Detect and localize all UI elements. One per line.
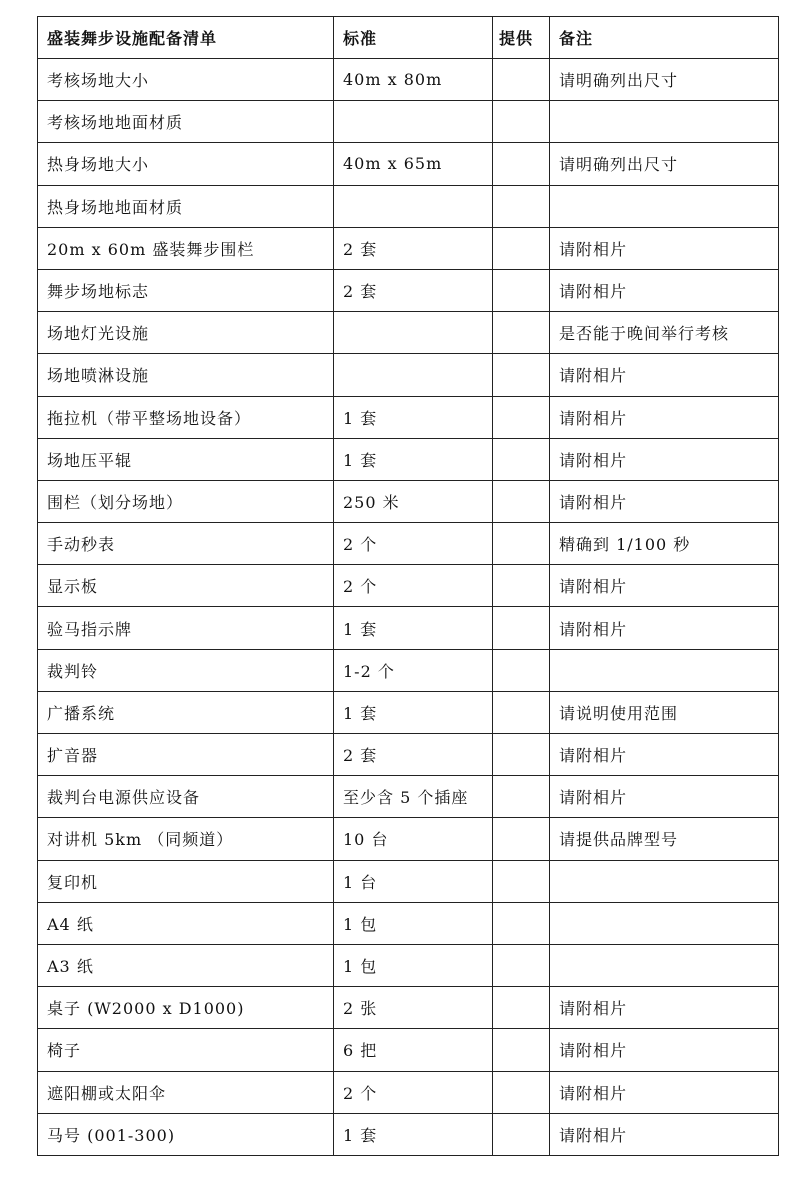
table-row xyxy=(38,480,779,522)
standard-cell: 250 米 xyxy=(334,480,493,522)
provided-cell xyxy=(493,143,550,185)
standard-cell xyxy=(334,354,493,396)
table-row xyxy=(38,312,779,354)
provided-cell xyxy=(493,1029,550,1071)
header-item: 盛装舞步设施配备清单 xyxy=(38,17,334,59)
item-cell: 裁判台电源供应设备 xyxy=(38,776,334,818)
standard-cell: 2 套 xyxy=(334,734,493,776)
standard-cell: 2 套 xyxy=(334,227,493,269)
remarks-cell: 请附相片 xyxy=(550,438,779,480)
item-cell: 热身场地大小 xyxy=(38,143,334,185)
provided-cell xyxy=(493,1071,550,1113)
item-cell: 考核场地地面材质 xyxy=(38,101,334,143)
item-cell: A3 纸 xyxy=(38,944,334,986)
table-row xyxy=(38,818,779,860)
standard-cell xyxy=(334,185,493,227)
remarks-cell: 请说明使用范围 xyxy=(550,691,779,733)
provided-cell xyxy=(493,649,550,691)
table-row xyxy=(38,691,779,733)
provided-cell xyxy=(493,227,550,269)
item-cell: 扩音器 xyxy=(38,734,334,776)
table-row xyxy=(38,607,779,649)
table-row xyxy=(38,269,779,311)
table-row xyxy=(38,354,779,396)
table-row xyxy=(38,227,779,269)
standard-cell: 2 个 xyxy=(334,523,493,565)
standard-cell: 1 套 xyxy=(334,607,493,649)
standard-cell: 6 把 xyxy=(334,1029,493,1071)
item-cell: 手动秒表 xyxy=(38,523,334,565)
remarks-cell: 请附相片 xyxy=(550,776,779,818)
standard-cell: 1 包 xyxy=(334,944,493,986)
remarks-cell: 请附相片 xyxy=(550,607,779,649)
table-row xyxy=(38,565,779,607)
table-row xyxy=(38,649,779,691)
item-cell: 裁判铃 xyxy=(38,649,334,691)
table-row xyxy=(38,1071,779,1113)
remarks-cell: 请附相片 xyxy=(550,227,779,269)
item-cell: 20m x 60m 盛装舞步围栏 xyxy=(38,227,334,269)
provided-cell xyxy=(493,776,550,818)
table-row xyxy=(38,944,779,986)
standard-cell: 2 张 xyxy=(334,987,493,1029)
remarks-cell: 请明确列出尺寸 xyxy=(550,143,779,185)
item-cell: 广播系统 xyxy=(38,691,334,733)
remarks-cell: 请提供品牌型号 xyxy=(550,818,779,860)
standard-cell: 1 套 xyxy=(334,691,493,733)
item-cell: 围栏（划分场地） xyxy=(38,480,334,522)
table-row xyxy=(38,987,779,1029)
item-cell: 场地压平辊 xyxy=(38,438,334,480)
provided-cell xyxy=(493,59,550,101)
provided-cell xyxy=(493,691,550,733)
table-row xyxy=(38,902,779,944)
provided-cell xyxy=(493,565,550,607)
item-cell: 热身场地地面材质 xyxy=(38,185,334,227)
table-body xyxy=(38,59,779,1156)
item-cell: 椅子 xyxy=(38,1029,334,1071)
table-row xyxy=(38,1029,779,1071)
remarks-cell: 请附相片 xyxy=(550,480,779,522)
provided-cell xyxy=(493,1113,550,1155)
provided-cell xyxy=(493,480,550,522)
standard-cell: 1 套 xyxy=(334,438,493,480)
table-row xyxy=(38,523,779,565)
remarks-cell xyxy=(550,101,779,143)
equipment-checklist-table xyxy=(37,16,779,1156)
remarks-cell: 请附相片 xyxy=(550,565,779,607)
remarks-cell: 请明确列出尺寸 xyxy=(550,59,779,101)
table-row xyxy=(38,734,779,776)
provided-cell xyxy=(493,987,550,1029)
remarks-cell: 请附相片 xyxy=(550,396,779,438)
header-standard: 标准 xyxy=(334,17,493,59)
remarks-cell: 请附相片 xyxy=(550,354,779,396)
remarks-cell: 请附相片 xyxy=(550,269,779,311)
remarks-cell xyxy=(550,185,779,227)
provided-cell xyxy=(493,438,550,480)
provided-cell xyxy=(493,101,550,143)
item-cell: 显示板 xyxy=(38,565,334,607)
header-remarks: 备注 xyxy=(550,17,779,59)
remarks-cell xyxy=(550,944,779,986)
remarks-cell xyxy=(550,649,779,691)
provided-cell xyxy=(493,523,550,565)
standard-cell: 1 套 xyxy=(334,396,493,438)
table-row xyxy=(38,438,779,480)
standard-cell: 2 个 xyxy=(334,1071,493,1113)
provided-cell xyxy=(493,354,550,396)
standard-cell: 1-2 个 xyxy=(334,649,493,691)
provided-cell xyxy=(493,269,550,311)
standard-cell: 1 包 xyxy=(334,902,493,944)
table-row xyxy=(38,101,779,143)
standard-cell: 40m x 80m xyxy=(334,59,493,101)
table-header-row xyxy=(38,17,779,59)
provided-cell xyxy=(493,818,550,860)
table-row xyxy=(38,185,779,227)
standard-cell: 40m x 65m xyxy=(334,143,493,185)
standard-cell: 2 套 xyxy=(334,269,493,311)
header-provided: 提供 xyxy=(493,17,550,59)
item-cell: 遮阳棚或太阳伞 xyxy=(38,1071,334,1113)
table-row xyxy=(38,776,779,818)
standard-cell: 1 台 xyxy=(334,860,493,902)
item-cell: 桌子 (W2000 x D1000) xyxy=(38,987,334,1029)
remarks-cell: 是否能于晚间举行考核 xyxy=(550,312,779,354)
standard-cell xyxy=(334,101,493,143)
provided-cell xyxy=(493,734,550,776)
table-row xyxy=(38,1113,779,1155)
table-row xyxy=(38,143,779,185)
item-cell: 复印机 xyxy=(38,860,334,902)
table-row xyxy=(38,396,779,438)
item-cell: 场地灯光设施 xyxy=(38,312,334,354)
remarks-cell: 请附相片 xyxy=(550,987,779,1029)
item-cell: 马号 (001-300) xyxy=(38,1113,334,1155)
item-cell: 对讲机 5km （同频道） xyxy=(38,818,334,860)
standard-cell: 10 台 xyxy=(334,818,493,860)
table-row xyxy=(38,59,779,101)
item-cell: 场地喷淋设施 xyxy=(38,354,334,396)
item-cell: 考核场地大小 xyxy=(38,59,334,101)
standard-cell: 2 个 xyxy=(334,565,493,607)
remarks-cell: 请附相片 xyxy=(550,1071,779,1113)
standard-cell: 1 套 xyxy=(334,1113,493,1155)
remarks-cell xyxy=(550,902,779,944)
provided-cell xyxy=(493,902,550,944)
provided-cell xyxy=(493,396,550,438)
table-row xyxy=(38,860,779,902)
remarks-cell: 请附相片 xyxy=(550,734,779,776)
item-cell: 拖拉机（带平整场地设备） xyxy=(38,396,334,438)
standard-cell xyxy=(334,312,493,354)
remarks-cell: 请附相片 xyxy=(550,1029,779,1071)
standard-cell: 至少含 5 个插座 xyxy=(334,776,493,818)
provided-cell xyxy=(493,607,550,649)
item-cell: A4 纸 xyxy=(38,902,334,944)
remarks-cell: 请附相片 xyxy=(550,1113,779,1155)
provided-cell xyxy=(493,944,550,986)
item-cell: 舞步场地标志 xyxy=(38,269,334,311)
remarks-cell xyxy=(550,860,779,902)
remarks-cell: 精确到 1/100 秒 xyxy=(550,523,779,565)
provided-cell xyxy=(493,860,550,902)
provided-cell xyxy=(493,312,550,354)
page-number-fragment xyxy=(398,1170,418,1180)
item-cell: 验马指示牌 xyxy=(38,607,334,649)
provided-cell xyxy=(493,185,550,227)
